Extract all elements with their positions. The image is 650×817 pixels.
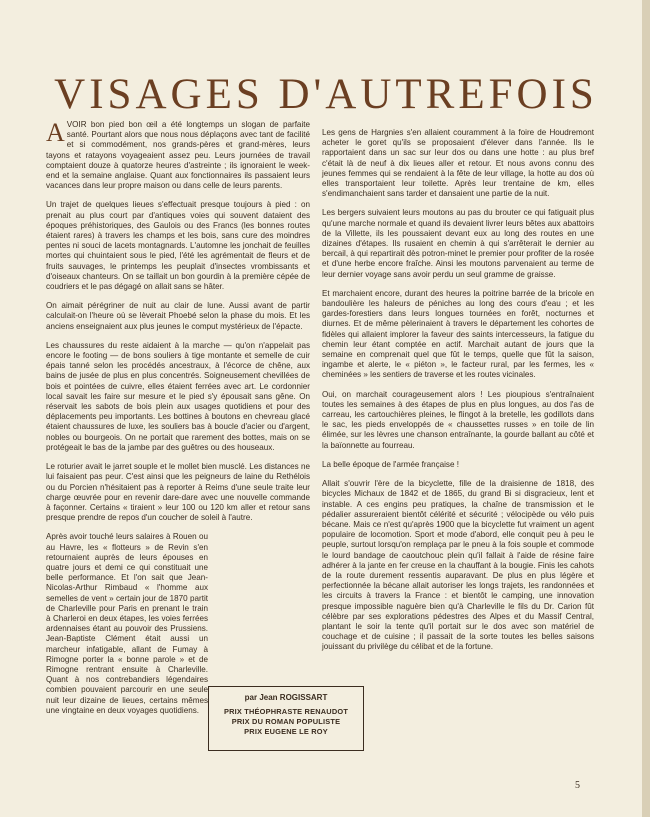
prize-line: PRIX EUGENE LE ROY [244, 727, 328, 736]
paragraph: Les gens de Hargnies s'en allaient couramment à la foire de Houdremont acheter le goret qu'ils se proposaient d'élever dans l'année. Ils le rapportaient dans un sac sur leur dos ou dans une hotte : au plus bref c'était là de neuf à dix lieues aller et retour. Et nous avons connu des jeunes femmes qui se rendaient à la fête de leur village, la hotte au dos où elles transportaient leur toilette. Après leur trentaine de km, elles s'endimanchaient sans tarder et dansaient une partie de la nuit. [322, 128, 594, 199]
paragraph: Après avoir touché leurs salaires à Rouen ou au Havre, les « flotteurs » de Revin s'en retournaient auprès de leurs épouses en quatre jours et demi ce qui constituait une belle performance. Et l'on sait que Jean-Nicolas-Arthur Rimbaud « l'homme aux semelles de vent » certain jour de 1870 partit de Charleville pour Paris en prenant le train à Charleroi en deux étapes, les voies ferrées ardennaises étant au pouvoir des Prussiens. Jean-Baptiste Clément était aussi un marcheur infatigable, allant de Fumay à Rimogne porter la « bonne parole » et de Rimogne rentrant ensuite à Charleville. Quant à nos contrebandiers légendaires combien pouvaient parcourir en une seule nuit leur dizaine de lieues, certains mêmes une vingtaine en deux voyages quotidiens. [46, 532, 208, 715]
paragraph-text: VOIR bon pied bon œil a été longtemps un slogan de parfaite santé. Pourtant alors que nous nous déplaçons avec tant de facilité et si commodément, nos grands-pères et grand-mères, leurs tayons et ratayons voyageaient assez peu. Leurs journées de travail comptaient douze à quatorze heures d'astreinte ; ils ignoraient le week-end et la semaine anglaise. Quant aux fonctionnaires ils passaient leurs vacances dans leur propre maison ou dans celle de leurs parents. [46, 120, 310, 191]
dropcap: A [46, 118, 65, 147]
paragraph: Un trajet de quelques lieues s'effectuait presque toujours à pied : on prenait au plus court par d'antiques voies qui souvent dataient des époques préhistoriques, des Gaulois ou des Francs (les bonnes routes étaient rares) à travers les champs et les bois, sans cure des moindres pentes ni souci de lacets montagnards. L'automne les jonchait de feuilles mortes qui chuintaient sous le pied, l'été les agrémentait de fleurs et de fruits sauvages, le printemps les peuplait d'insectes vrombissants et d'oiseaux chanteurs. On se taillait un bon gourdin à la première cépée de coudriers et le pas dégagé on allait sans se hâter. [46, 200, 310, 292]
paragraph: Allait s'ouvrir l'ère de la bicyclette, fille de la draisienne de 1818, des bicycles Michaux de 1842 et de 1865, du grand Bi si disgracieux, lent et instable. A ces engins peu pratiques, la chaîne de transmission et le pédalier assureraient bientôt célérité et sécurité ; vélocipède ou vélo puis bécane. Mais ce n'est qu'après 1900 que la bicyclette fut vraiment un agent populaire de locomotion. Sport et mode d'abord, elle conquit peu à peu le peuple, surtout lorsqu'on remplaça par le pneu à la fois souple et commode le lourd bandage de caoutchouc plein qu'il fallait à l'aide de résine faire adhérer à la jante en fer creuse en la chauffant à la bougie. Finis les cahots de la route durement ressentis auparavant. De plus en plus légère et perfectionnée la bécane allait autoriser les longs trajets, les randonnées et les circuits à travers la France : et bientôt le camping, une innovation presque impossible naguère bien qu'à Charleville le fils du Dr. Carion fût célèbre par ses explorations pédestres des Alpes et du Massif Central, plantant le soir la tente qu'il portait sur le dos avec son matériel de couchage et de cuisine ; il passait de la sorte toutes les belles saisons jouissant du privilège du célibat et de la fortune. [322, 479, 594, 652]
paragraph: Le roturier avait le jarret souple et le mollet bien musclé. Les distances ne lui faisaient pas peur. C'est ainsi que les peigneurs de laine du Rethélois ou du Porcien n'hésitaient pas à reporter à Reims d'une seule traite leur charge œuvrée pour en revenir dare-dare avec une nouvelle commande à façonner. Certains « tiraient » leur 100 ou 120 km aller et retour sans presque prendre de repos d'un coucher de soleil à l'autre. [46, 462, 310, 523]
paragraph: La belle époque de l'armée française ! [322, 459, 459, 469]
page-number: 5 [575, 780, 580, 791]
paragraph: Et marchaient encore, durant des heures la poitrine barrée de la bricole en bandoulière les haleurs de péniches au long des cours d'eau ; et les gardes-forestiers dans leurs longues tournées en forêt, nocturnes et diurnes. Et de même pèlerinaient à travers le département les cohortes de fidèles qui allaient implorer la faveur des saints intercesseurs, la fatigue du chemin leur étant comptée en actif. Marchait autant de jours que la semaine en comprenait quel que fût le temps, quelle que fût la saison, ingambe et alerte, le « piéton », le facteur rural, par les fermes, les « cheminées » les sentiers de traverse et les routes vicinales. [322, 288, 594, 380]
paragraph [46, 120, 310, 191]
paragraph: Les bergers suivaient leurs moutons au pas du brouter ce qui fatiguait plus qu'une marche normale et quand ils devaient livrer leurs bêtes aux abattoirs de la Villette, ils les poussaient devant eux au long des routes en une dizaines d'étapes. Ils rusaient en chemin à qui s'arrêterait le dernier au bercail, à qui repartirait dès potron-minet le premier pour profiter de la rosée et d'une herbe encore fraîche. Ainsi les moutons parvenaient au terme de leur dernier voyage sans avoir perdu un seul gramme de graisse. [322, 208, 594, 279]
author-name: par Jean ROGISSART [244, 693, 328, 702]
page-title: VISAGES D'AUTREFOIS [54, 70, 598, 118]
left-column [46, 120, 310, 725]
paragraph: Les chaussures du reste aidaient à la marche — qu'on n'appelait pas encore le footing — de bons souliers à tige montante et semelle de cuir épais tanné selon les procédés ancestraux, à l'écorce de chêne, aux bains de jusée de plus en plus concentrés. Soigneusement chevillées de bois et pointées de cuivre, elles étaient ferrées avec art. Le cordonnier local savait les faire sur mesure et le pied s'y épousait sans gêne. On réservait les sabots de bois plein aux usages quotidiens et pour des déplacements peu importants. Les bottines à boutons en chevreau glacé étaient chaussures de luxe, les souliers bas à boucle d'acier ou d'argent, nobles ou bourgeois. On ne portait que rarement des bottes, mais on se protégeait le bas de la jambe par des guêtres ou des houseaux. [46, 340, 310, 452]
right-column [322, 128, 594, 662]
paragraph: On aimait pérégriner de nuit au clair de lune. Aussi avant de partir calculait-on l'heure où se lèverait Phoebé selon la phase du mois. Et les anciens enseignaient aux plus jeunes le comput mystérieux de l'épacte. [46, 301, 310, 331]
paragraph: Oui, on marchait courageusement alors ! Les pioupious s'entraînaient toutes les semaines à des étapes de plus en plus longues, au dos l'as de carreau, les cartouchières pleines, le flingot à la bretelle, les godillots dans le sac, les pieds enveloppés de « chaussettes russes » en toile de lin élimée, sur les lèvres une chanson entraînante, la gourde ballant au côté et la baïonnette au fourreau. [322, 389, 594, 450]
prize-line: PRIX DU ROMAN POPULISTE [231, 717, 341, 726]
prize-line: PRIX THÉOPHRASTE RENAUDOT [223, 707, 349, 716]
author-box [208, 686, 364, 751]
page-edge [642, 0, 650, 817]
